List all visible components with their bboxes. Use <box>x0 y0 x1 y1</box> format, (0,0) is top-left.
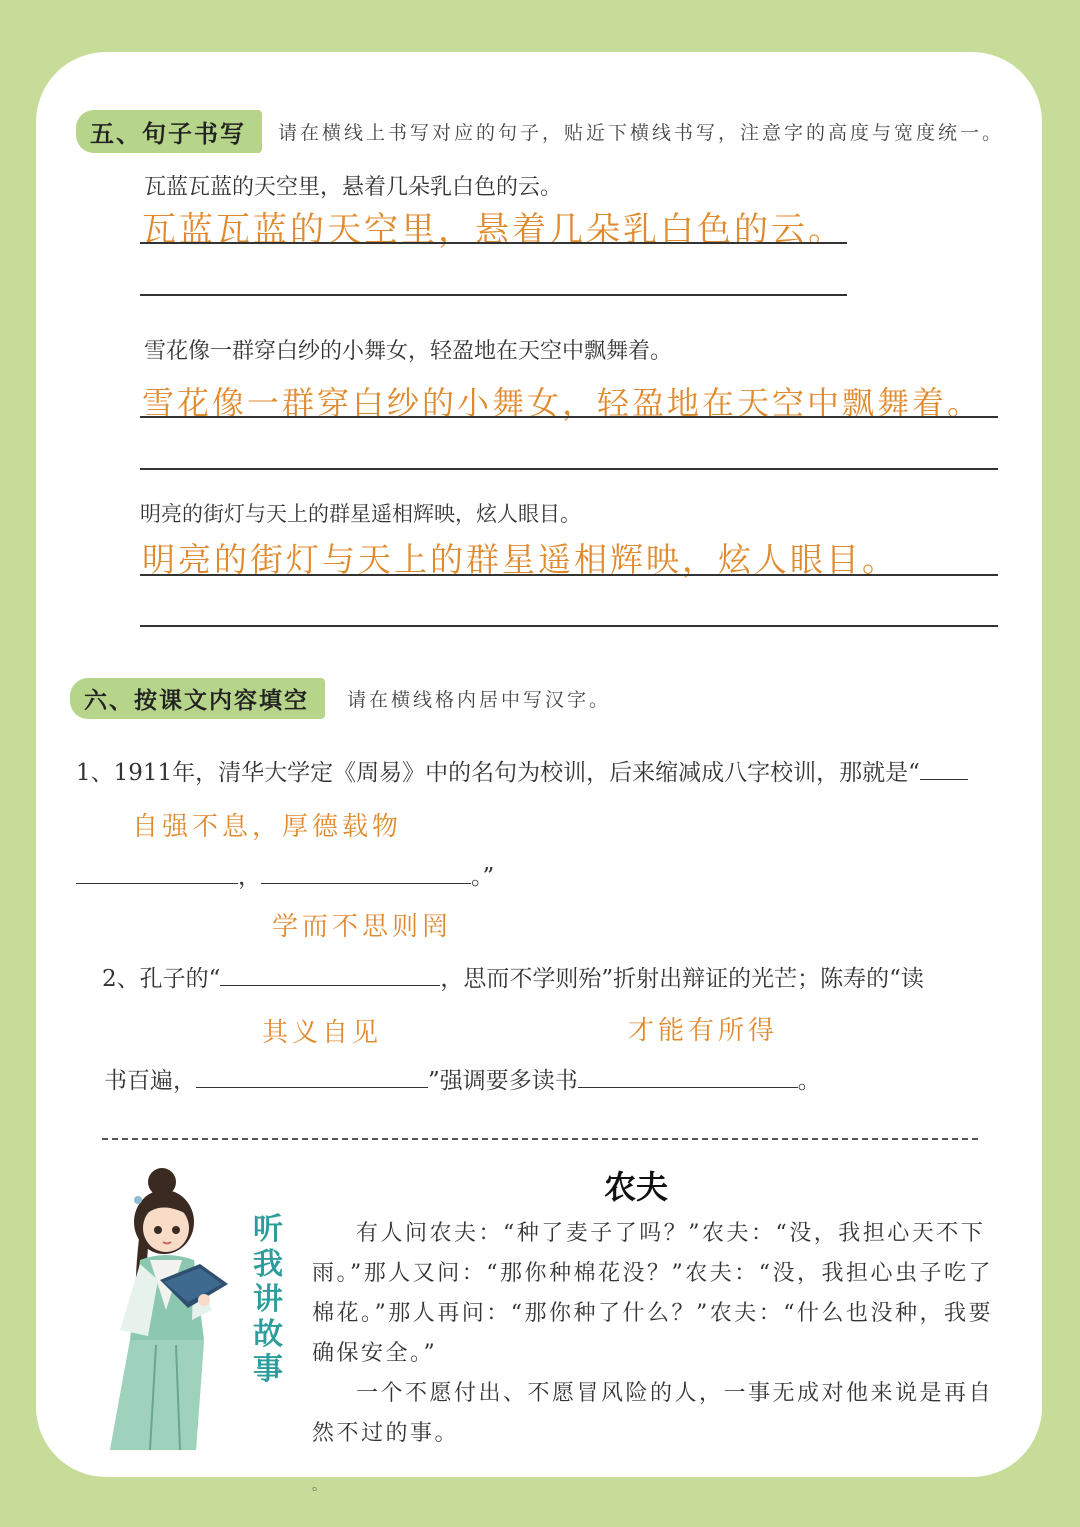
handwritten-sentence-2: 雪花像一群穿白纱的小舞女，轻盈地在天空中飘舞着。 <box>142 384 983 422</box>
section6-tag: 六、按课文内容填空 <box>70 678 325 719</box>
writing-line <box>140 416 998 418</box>
blank[interactable] <box>578 1067 798 1088</box>
blank[interactable] <box>196 1067 428 1088</box>
story-side-label: 听我讲故事 <box>253 1212 283 1387</box>
writing-line <box>140 468 998 470</box>
story-title: 农夫 <box>604 1168 669 1206</box>
blank[interactable] <box>261 863 471 884</box>
handwritten-sentence-1: 瓦蓝瓦蓝的天空里，悬着几朵乳白色的云。 <box>142 210 845 250</box>
question-2-line-1: 2、孔子的“ ，思而不学则殆”折射出辩证的光芒；陈寿的“读 <box>102 966 924 992</box>
handwritten-sentence-3: 明亮的街灯与天上的群星遥相辉映，炫人眼目。 <box>142 540 898 579</box>
section6-instruction: 请在横线格内居中写汉字。 <box>347 689 612 711</box>
model-sentence-1: 瓦蓝瓦蓝的天空里，悬着几朵乳白色的云。 <box>144 175 563 200</box>
section5-header <box>76 110 1004 153</box>
section5-instruction: 请在横线上书写对应的句子，贴近下横线书写，注意字的高度与宽度统一。 <box>278 122 1005 144</box>
story-paragraph-1: 有人问农夫：“种了麦子了吗？”农夫：“没，我担心天不下雨。”那人又问：“那你种棉花没？”农夫：“没，我担心虫子吃了棉花。”那人再问：“那你种了什么？”农夫：“什么也没种，我要确保安全。” <box>312 1221 993 1366</box>
answer-2b: 其义自见 <box>262 1018 383 1048</box>
writing-line <box>140 242 847 244</box>
answer-1: 自强不息，厚德载物 <box>132 812 403 842</box>
writing-line <box>140 625 998 627</box>
section-divider <box>102 1138 978 1140</box>
stray-mark: 。 <box>312 1478 326 1494</box>
girl-reading-illustration <box>100 1160 240 1460</box>
question-2-line-2: 书百遍， ”强调要多读书 。 <box>104 1068 821 1094</box>
story-body <box>312 1214 1004 1454</box>
answer-2c: 才能有所得 <box>628 1016 779 1046</box>
model-sentence-2: 雪花像一群穿白纱的小舞女，轻盈地在天空中飘舞着。 <box>144 339 673 364</box>
question-1-line-1: 1、1911年，清华大学定《周易》中的名句为校训，后来缩减成八字校训，那就是“ <box>76 754 968 787</box>
writing-line <box>140 294 847 296</box>
story-paragraph-2: 一个不愿付出、不愿冒风险的人，一事无成对他来说是再自然不过的事。 <box>312 1381 994 1446</box>
blank[interactable] <box>76 863 238 884</box>
section6-header <box>70 678 611 719</box>
section5-tag: 五、句子书写 <box>76 110 262 153</box>
answer-2a: 学而不思则罔 <box>272 912 453 942</box>
question-1-line-2: ， 。” <box>76 858 494 891</box>
blank[interactable] <box>920 759 968 780</box>
blank[interactable] <box>220 965 440 986</box>
model-sentence-3: 明亮的街灯与天上的群星遥相辉映，炫人眼目。 <box>140 502 581 526</box>
writing-line <box>140 574 998 576</box>
